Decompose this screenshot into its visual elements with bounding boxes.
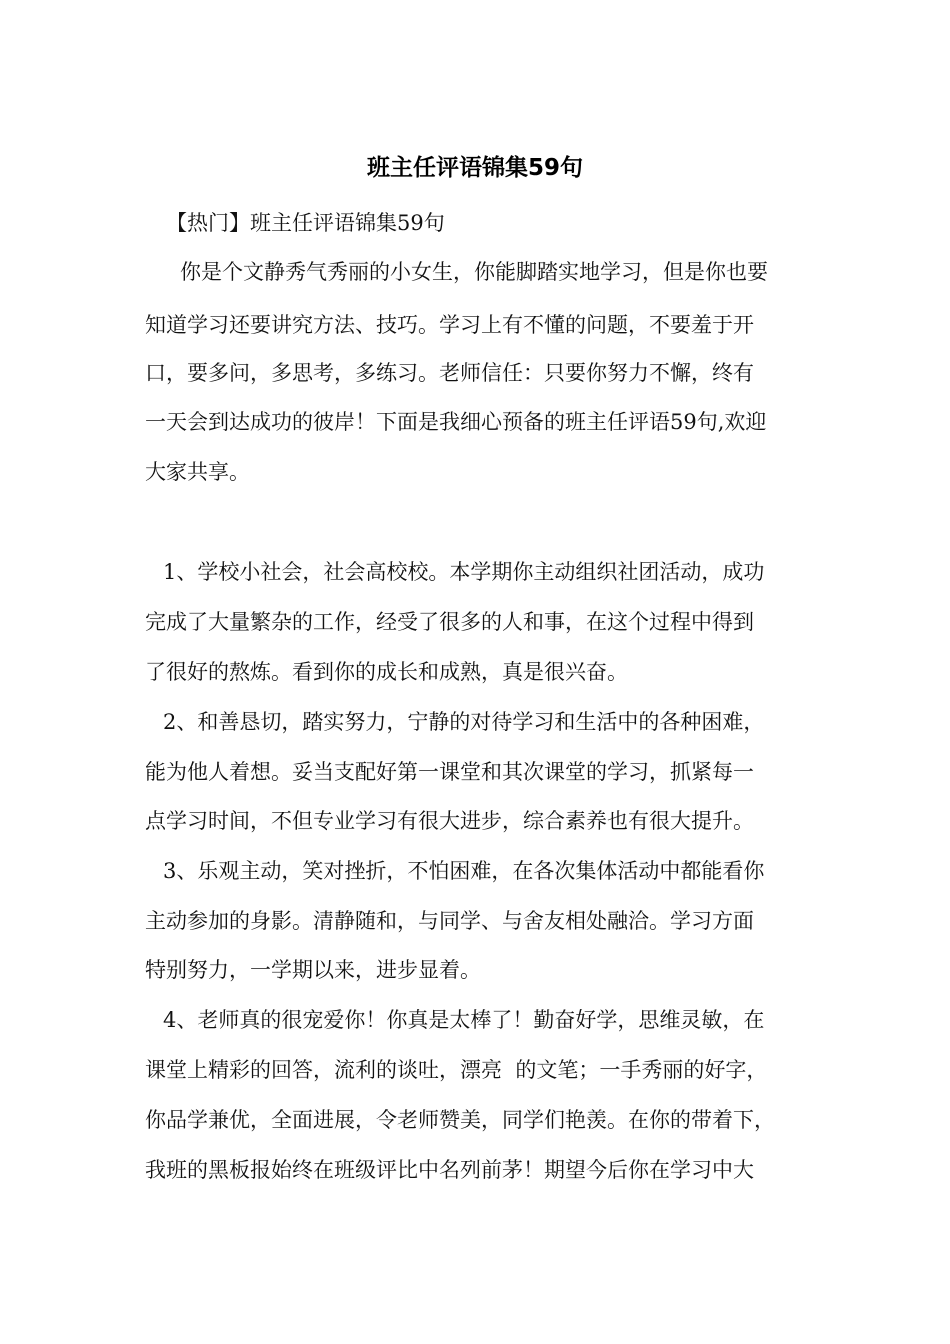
comment-line: 了很好的熬炼。看到你的成长和成熟，真是很兴奋。 bbox=[145, 660, 628, 684]
document-subtitle: 【热门】班主任评语锦集59句 bbox=[166, 211, 445, 235]
intro-line: 知道学习还要讲究方法、技巧。学习上有不懂的问题，不要羞于开 bbox=[145, 313, 754, 337]
comment-line: 主动参加的身影。清静随和，与同学、与舍友相处融洽。学习方面 bbox=[145, 909, 754, 933]
comment-line: 特别努力，一学期以来，进步显着。 bbox=[145, 958, 481, 982]
comment-line: 3、乐观主动，笑对挫折，不怕困难，在各次集体活动中都能看你 bbox=[163, 859, 765, 883]
comment-line: 点学习时间，不但专业学习有很大进步，综合素养也有很大提升。 bbox=[145, 809, 754, 833]
comment-line: 完成了大量繁杂的工作，经受了很多的人和事，在这个过程中得到 bbox=[145, 610, 754, 634]
comment-line: 1、学校小社会，社会高校校。本学期你主动组织社团活动，成功 bbox=[163, 560, 765, 584]
document-title: 班主任评语锦集59句 bbox=[366, 155, 583, 181]
comment-line: 课堂上精彩的回答，流利的谈吐，漂亮 的文笔；一手秀丽的好字， bbox=[145, 1058, 768, 1082]
comment-line: 你品学兼优，全面进展，令老师赞美，同学们艳羡。在你的带着下， bbox=[145, 1108, 775, 1132]
comment-line: 能为他人着想。妥当支配好第一课堂和其次课堂的学习，抓紧每一 bbox=[145, 760, 754, 784]
comment-line: 4、老师真的很宠爱你！你真是太棒了！勤奋好学，思维灵敏，在 bbox=[163, 1008, 765, 1032]
intro-line: 大家共享。 bbox=[145, 460, 250, 484]
comment-line: 2、和善恳切，踏实努力，宁静的对待学习和生活中的各种困难， bbox=[163, 710, 765, 734]
intro-line: 口，要多问，多思考，多练习。老师信任：只要你努力不懈，终有 bbox=[145, 361, 754, 385]
intro-line: 一天会到达成功的彼岸！下面是我细心预备的班主任评语59句,欢迎 bbox=[145, 410, 767, 434]
intro-line: 你是个文静秀气秀丽的小女生，你能脚踏实地学习，但是你也要 bbox=[180, 260, 768, 284]
comment-line: 我班的黑板报始终在班级评比中名列前茅！期望今后你在学习中大 bbox=[145, 1158, 754, 1182]
